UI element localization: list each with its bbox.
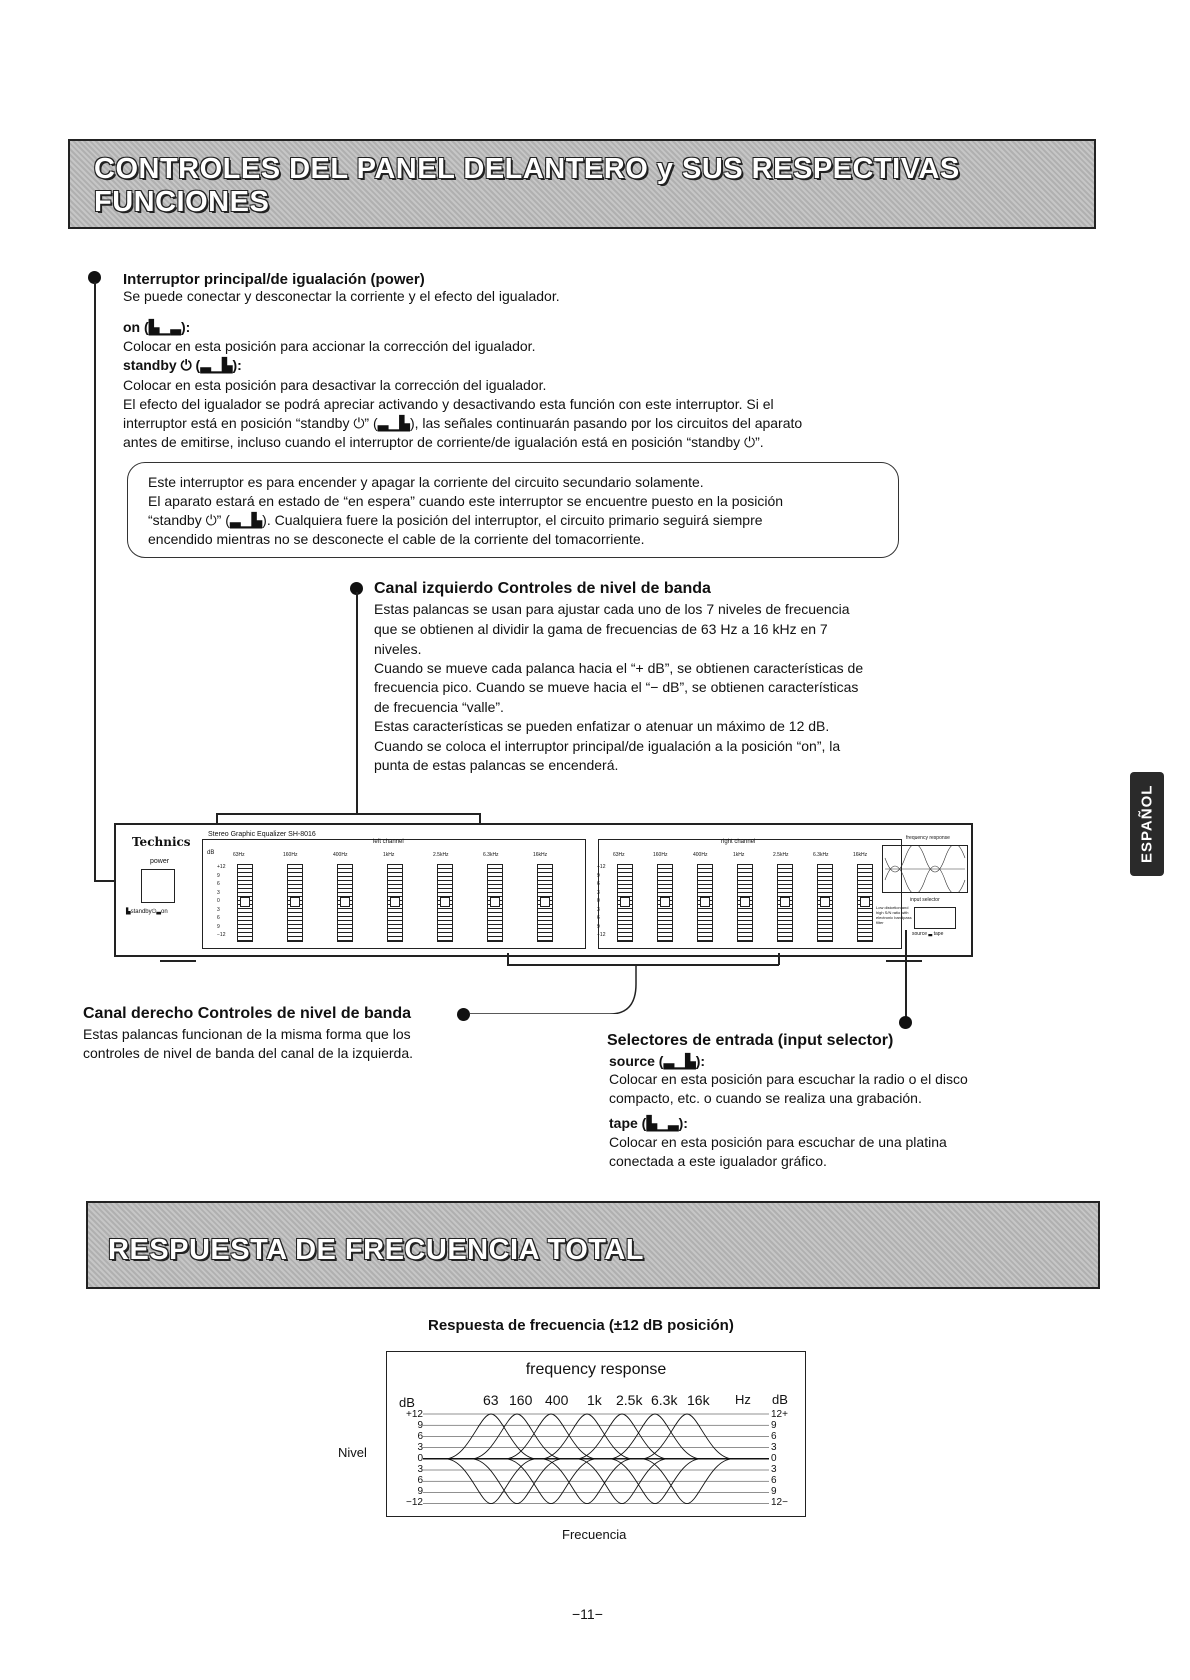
slider-knob[interactable] [390, 897, 400, 907]
db-scale-tick: 3 [217, 889, 220, 896]
figure-db-tick: 3 [417, 1442, 423, 1453]
freq-label: 6.3k [651, 1392, 678, 1408]
band-level-slider[interactable] [737, 864, 753, 942]
mini-response-curves [883, 846, 967, 892]
figure-db-tick: +12 [406, 1409, 423, 1420]
input-selector-heading: Selectores de entrada (input selector) [607, 1032, 894, 1049]
y-axis-label: Nivel [338, 1445, 367, 1460]
db-scale-tick: 0 [217, 898, 220, 904]
band-label: 6.3kHz [483, 852, 499, 858]
right-channel-line1: Estas palancas funcionan de la misma forma que los [83, 1026, 411, 1042]
device-foot-left [160, 960, 196, 962]
low-distortion-label: Low distortion and high S/N ratio with electronic bandpass filter [876, 905, 912, 925]
figure-db-tick: 0 [771, 1453, 777, 1464]
section-header-respuesta [86, 1201, 1100, 1289]
left-channel-line: que se obtienen al dividir la gama de frecuencias de 63 Hz a 16 kHz en 7 [374, 621, 828, 637]
freq-label: 400 [545, 1392, 569, 1408]
band-level-slider[interactable] [337, 864, 353, 942]
figure-db-tick: 6 [417, 1475, 423, 1486]
band-label: 6.3kHz [813, 852, 829, 858]
slider-knob[interactable] [290, 897, 300, 907]
band-label: 63Hz [233, 852, 245, 858]
note-line: encendido mientras no se desconecte el cable de la corriente del tomacorriente. [148, 531, 645, 547]
bullet-right-channel [457, 1008, 470, 1021]
leader-right-channel [460, 964, 660, 1014]
band-level-slider[interactable] [237, 864, 253, 942]
db-scale-tick: 3 [217, 906, 220, 913]
db-scale-tick: 9 [217, 923, 220, 930]
freq-label: 2.5k [616, 1392, 643, 1408]
power-effect-line: interruptor está en posición “standby ⏻” (▃▁▙), las señales continuarán pasando por los circuitos del aparato [123, 415, 803, 431]
left-channel-heading: Canal izquierdo Controles de nivel de banda [374, 580, 711, 597]
slider-knob[interactable] [440, 897, 450, 907]
left-channel-line: Estas palancas se usan para ajustar cada uno de los 7 niveles de frecuencia [374, 601, 850, 617]
source-line1: Colocar en esta posición para escuchar la radio o el disco [609, 1071, 968, 1087]
freq-label: 160 [509, 1392, 533, 1408]
band-label: 160Hz [653, 852, 668, 858]
band-label: 16kHz [533, 852, 548, 858]
db-scale-tick: 3 [597, 889, 600, 896]
right-channel-label-small: right channel [721, 839, 756, 845]
mini-response-graph [882, 845, 968, 893]
figure-db-tick: 9 [417, 1420, 423, 1431]
power-standby-label: standby ⏻ (▃▁▙): [123, 357, 242, 373]
side-tab-espanol: ESPAÑOL [1130, 772, 1164, 876]
device-right-panel [876, 835, 964, 949]
db-scale-tick: 6 [217, 881, 220, 887]
slider-knob[interactable] [660, 897, 670, 907]
right-channel-heading: Canal derecho Controles de nivel de banda [83, 1005, 412, 1022]
source-line2: compacto, etc. o cuando se realiza una grabación. [609, 1090, 922, 1106]
figure-db-tick: 3 [771, 1442, 777, 1453]
db-scale-tick: 3 [597, 906, 600, 913]
leader-line-left-channel [356, 592, 358, 814]
figure-db-tick: 3 [771, 1464, 777, 1475]
slider-knob[interactable] [620, 897, 630, 907]
note-box [127, 462, 899, 558]
response-curves [423, 1412, 769, 1508]
freq-label: 1k [587, 1392, 602, 1408]
section-title-line2: FUNCIONES [94, 186, 270, 218]
freq-unit-label: Hz [735, 1392, 751, 1407]
left-channel-line: de frecuencia “valle”. [374, 699, 504, 715]
db-scale-tick: 9 [597, 872, 600, 879]
figure-db-tick: −12 [406, 1497, 423, 1508]
db-scale-tick: −12 [597, 932, 606, 938]
band-level-slider[interactable] [657, 864, 673, 942]
left-channel-label-small: left channel [373, 839, 404, 845]
section2-title: RESPUESTA DE FRECUENCIA TOTAL [108, 1234, 644, 1266]
power-effect-line: El efecto del igualador se podrá apreciar activando y desactivando esta función con este interruptor. Si el [123, 396, 774, 412]
band-level-slider[interactable] [857, 864, 873, 942]
slider-knob[interactable] [240, 897, 250, 907]
band-level-slider[interactable] [537, 864, 553, 942]
left-slider-bank [202, 839, 586, 949]
db-label-right: dB [772, 1392, 788, 1407]
slider-knob[interactable] [700, 897, 710, 907]
band-level-slider[interactable] [287, 864, 303, 942]
device-model: Stereo Graphic Equalizer SH-8016 [208, 831, 316, 838]
band-level-slider[interactable] [817, 864, 833, 942]
right-channel-line2: controles de nivel de banda del canal de la izquierda. [83, 1045, 414, 1061]
figure-db-tick: 12− [771, 1497, 788, 1508]
slider-knob[interactable] [820, 897, 830, 907]
left-channel-line: Cuando se mueve cada palanca hacia el “+ dB”, se obtienen características de [374, 660, 864, 676]
power-on-desc: Colocar en esta posición para accionar la corrección del igualador. [123, 338, 536, 354]
freq-label: 16k [687, 1392, 710, 1408]
standby-on-label: ▙standby⏻▃on [126, 909, 168, 915]
band-label: 2.5kHz [773, 852, 789, 858]
left-channel-line: Cuando se coloca el interruptor principal/de igualación a la posición “on”, la [374, 738, 841, 754]
power-label-small: power [150, 858, 170, 865]
band-label: 63Hz [613, 852, 625, 858]
db-scale-tick: +12 [597, 864, 606, 870]
band-label: 160Hz [283, 852, 298, 858]
left-channel-line: Estas características se pueden enfatizar o atenuar un máximo de 12 dB. [374, 718, 830, 734]
bracket-left-channel [216, 813, 480, 815]
page-number: −11− [572, 1606, 603, 1622]
figure-db-tick: 9 [417, 1486, 423, 1497]
band-level-slider[interactable] [437, 864, 453, 942]
db-scale-tick: 9 [597, 923, 600, 930]
section-title-line1: CONTROLES DEL PANEL DELANTERO y SUS RESPECTIVAS [94, 153, 960, 185]
note-line: “standby ⏻” (▃▁▙). Cualquiera fuere la posición del interruptor, el circuito primario seguirá siempre [148, 512, 763, 528]
power-heading: Interruptor principal/de igualación (power) [123, 271, 425, 288]
note-line: El aparato estará en estado de “en espera” cuando este interruptor se encuentre puesto en la posición [148, 493, 784, 509]
figure-db-tick: 6 [417, 1431, 423, 1442]
power-on-label: on (▙▁▃): [123, 319, 191, 335]
band-label: 400Hz [693, 852, 708, 858]
db-label-small: dB [207, 850, 215, 856]
figure-db-tick: 3 [417, 1464, 423, 1475]
bullet-input-selector [899, 1016, 912, 1029]
figure-box-title: frequency response [525, 1361, 667, 1378]
power-effect-line: antes de emitirse, incluso cuando el interruptor de corriente/de igualación está en posición “standby ⏻”. [123, 434, 764, 450]
figure-db-tick: 6 [771, 1431, 777, 1442]
slider-knob[interactable] [860, 897, 870, 907]
db-scale-tick: +12 [217, 864, 226, 870]
figure-db-tick: 9 [771, 1486, 777, 1497]
frequency-response-figure [386, 1351, 806, 1517]
band-level-slider[interactable] [617, 864, 633, 942]
right-slider-bank [598, 839, 902, 949]
input-selector-label-small: input selector [910, 897, 940, 903]
figure-db-tick: 9 [771, 1420, 777, 1431]
section-header-controles [68, 139, 1096, 229]
db-scale-tick: 6 [597, 881, 600, 887]
db-scale-tick: 6 [217, 915, 220, 921]
freq-response-label-small: frequency response [906, 835, 950, 841]
device-brand: Technics [132, 835, 191, 849]
x-axis-label: Frecuencia [562, 1527, 627, 1542]
band-level-slider[interactable] [777, 864, 793, 942]
power-switch[interactable] [141, 869, 175, 903]
slider-knob[interactable] [340, 897, 350, 907]
freq-label: 63 [483, 1392, 499, 1408]
slider-knob[interactable] [740, 897, 750, 907]
leader-line-power [94, 282, 96, 882]
tape-line1: Colocar en esta posición para escuchar de una platina [609, 1134, 947, 1150]
leader-input-selector [905, 930, 907, 1020]
source-label: source (▃▁▙): [609, 1053, 706, 1069]
left-channel-line: frecuencia pico. Cuando se mueve hacia el “− dB”, se obtienen características [374, 679, 859, 695]
figure-caption: Respuesta de frecuencia (±12 dB posición) [428, 1317, 734, 1334]
band-level-slider[interactable] [387, 864, 403, 942]
slider-knob[interactable] [780, 897, 790, 907]
power-standby-desc: Colocar en esta posición para desactivar la corrección del igualador. [123, 377, 547, 393]
db-label-left: dB [399, 1395, 415, 1410]
slider-knob[interactable] [490, 897, 500, 907]
slider-knob[interactable] [540, 897, 550, 907]
left-channel-line: punta de estas palancas se encenderá. [374, 757, 619, 773]
db-scale-tick: 0 [597, 898, 600, 904]
tape-line2: conectada a este igualador gráfico. [609, 1153, 827, 1169]
figure-db-tick: 12+ [771, 1409, 788, 1420]
bracket-right-channel-right [778, 953, 780, 965]
figure-db-tick: 6 [771, 1475, 777, 1486]
band-label: 400Hz [333, 852, 348, 858]
left-channel-line: niveles. [374, 641, 422, 657]
tape-label: tape (▙▁▃): [609, 1115, 688, 1131]
device-foot-right [886, 960, 922, 962]
power-desc: Se puede conectar y desconectar la corriente y el efecto del igualador. [123, 288, 560, 304]
note-line: Este interruptor es para encender y apagar la corriente del circuito secundario solamente. [148, 474, 704, 490]
db-scale-tick: −12 [217, 932, 226, 938]
band-level-slider[interactable] [697, 864, 713, 942]
band-label: 16kHz [853, 852, 868, 858]
db-scale-tick: 6 [597, 915, 600, 921]
figure-db-tick: 0 [417, 1453, 423, 1464]
input-selector-switch[interactable] [914, 907, 956, 929]
band-label: 1kHz [733, 852, 745, 858]
band-label: 2.5kHz [433, 852, 449, 858]
band-label: 1kHz [383, 852, 395, 858]
source-tape-label: source ▃ tape [912, 931, 944, 937]
db-scale-tick: 9 [217, 872, 220, 879]
band-level-slider[interactable] [487, 864, 503, 942]
equalizer-front-panel [114, 823, 973, 957]
